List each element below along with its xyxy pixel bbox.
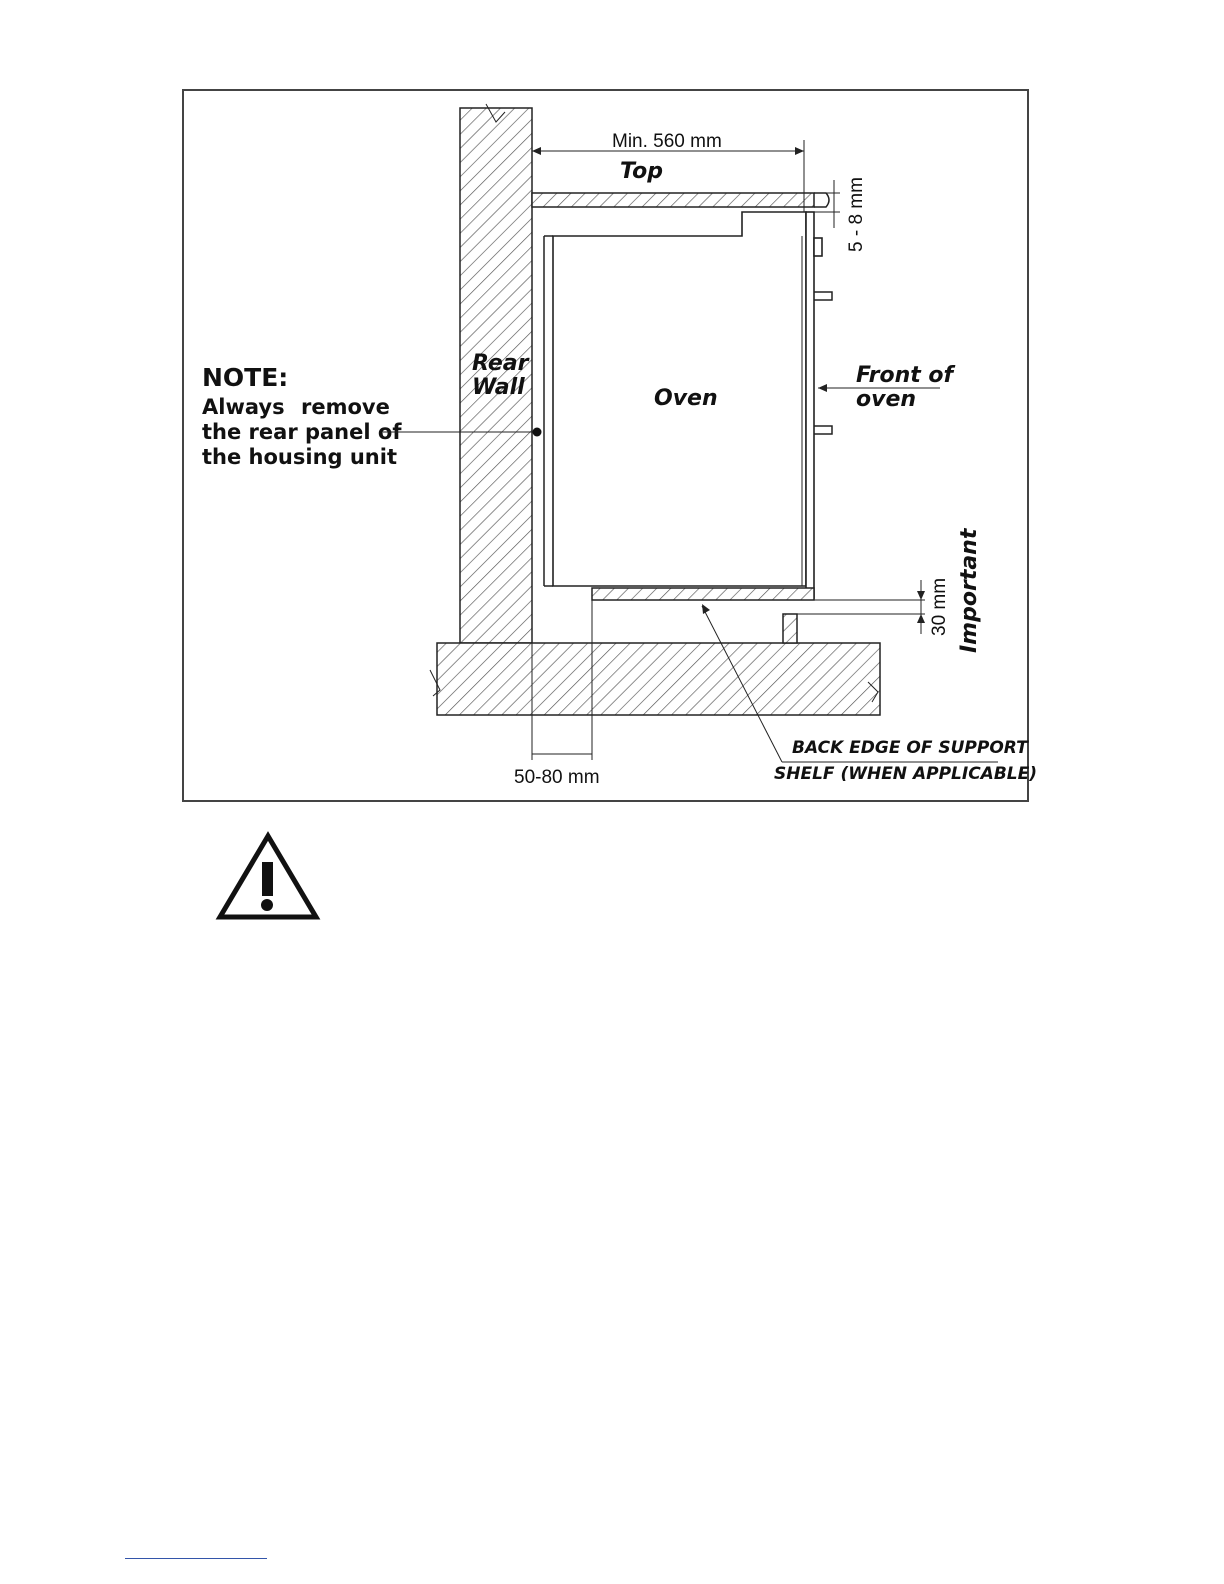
oven-handle-top xyxy=(814,292,832,300)
note-line1-b: remove xyxy=(301,395,390,419)
note-line1-a: Always xyxy=(202,395,285,419)
worktop xyxy=(532,193,814,207)
oven-knob xyxy=(814,238,822,256)
note-line3: the housing unit xyxy=(202,445,397,469)
top-label: Top xyxy=(620,159,664,184)
page-bottom-rule xyxy=(125,1558,267,1559)
dim-top-gap-label: 5 - 8 mm xyxy=(846,177,867,252)
plinth xyxy=(783,614,797,643)
note-title: NOTE: xyxy=(202,363,289,392)
dim-rear-gap-label: 50-80 mm xyxy=(514,767,600,788)
dim-bottom-gap-arrow-top xyxy=(917,591,925,600)
oven-handle-bottom xyxy=(814,426,832,434)
support-shelf xyxy=(592,588,814,600)
note-line2: the rear panel of xyxy=(202,420,402,444)
oven-label: Oven xyxy=(654,386,718,411)
note-leader-dot xyxy=(533,428,542,437)
dim-min-width-arrow-left xyxy=(532,147,541,155)
floor xyxy=(437,643,880,715)
front-of-oven-arrow xyxy=(818,384,827,392)
dim-bottom-gap-arrow-bottom xyxy=(917,614,925,623)
dim-min-width-label: Min. 560 mm xyxy=(612,131,722,152)
dim-bottom-gap-label: 30 mm xyxy=(929,577,950,636)
oven-front-panel xyxy=(806,212,814,598)
warning-triangle-icon xyxy=(220,836,316,917)
important-label: Important xyxy=(957,528,982,653)
front-of-oven-label-line1: Front of xyxy=(856,363,954,388)
front-of-oven-label-line2: oven xyxy=(856,387,917,412)
back-edge-arrow xyxy=(702,604,710,614)
back-edge-label-line1: BACK EDGE OF SUPPORT xyxy=(792,738,1028,758)
rear-wall-label-line1: Rear xyxy=(472,351,529,376)
rear-wall-label-line2: Wall xyxy=(472,375,525,400)
back-edge-label-line2: SHELF (WHEN APPLICABLE) xyxy=(774,764,1037,784)
worktop-nose xyxy=(814,193,829,207)
dim-min-width-arrow-right xyxy=(795,147,804,155)
